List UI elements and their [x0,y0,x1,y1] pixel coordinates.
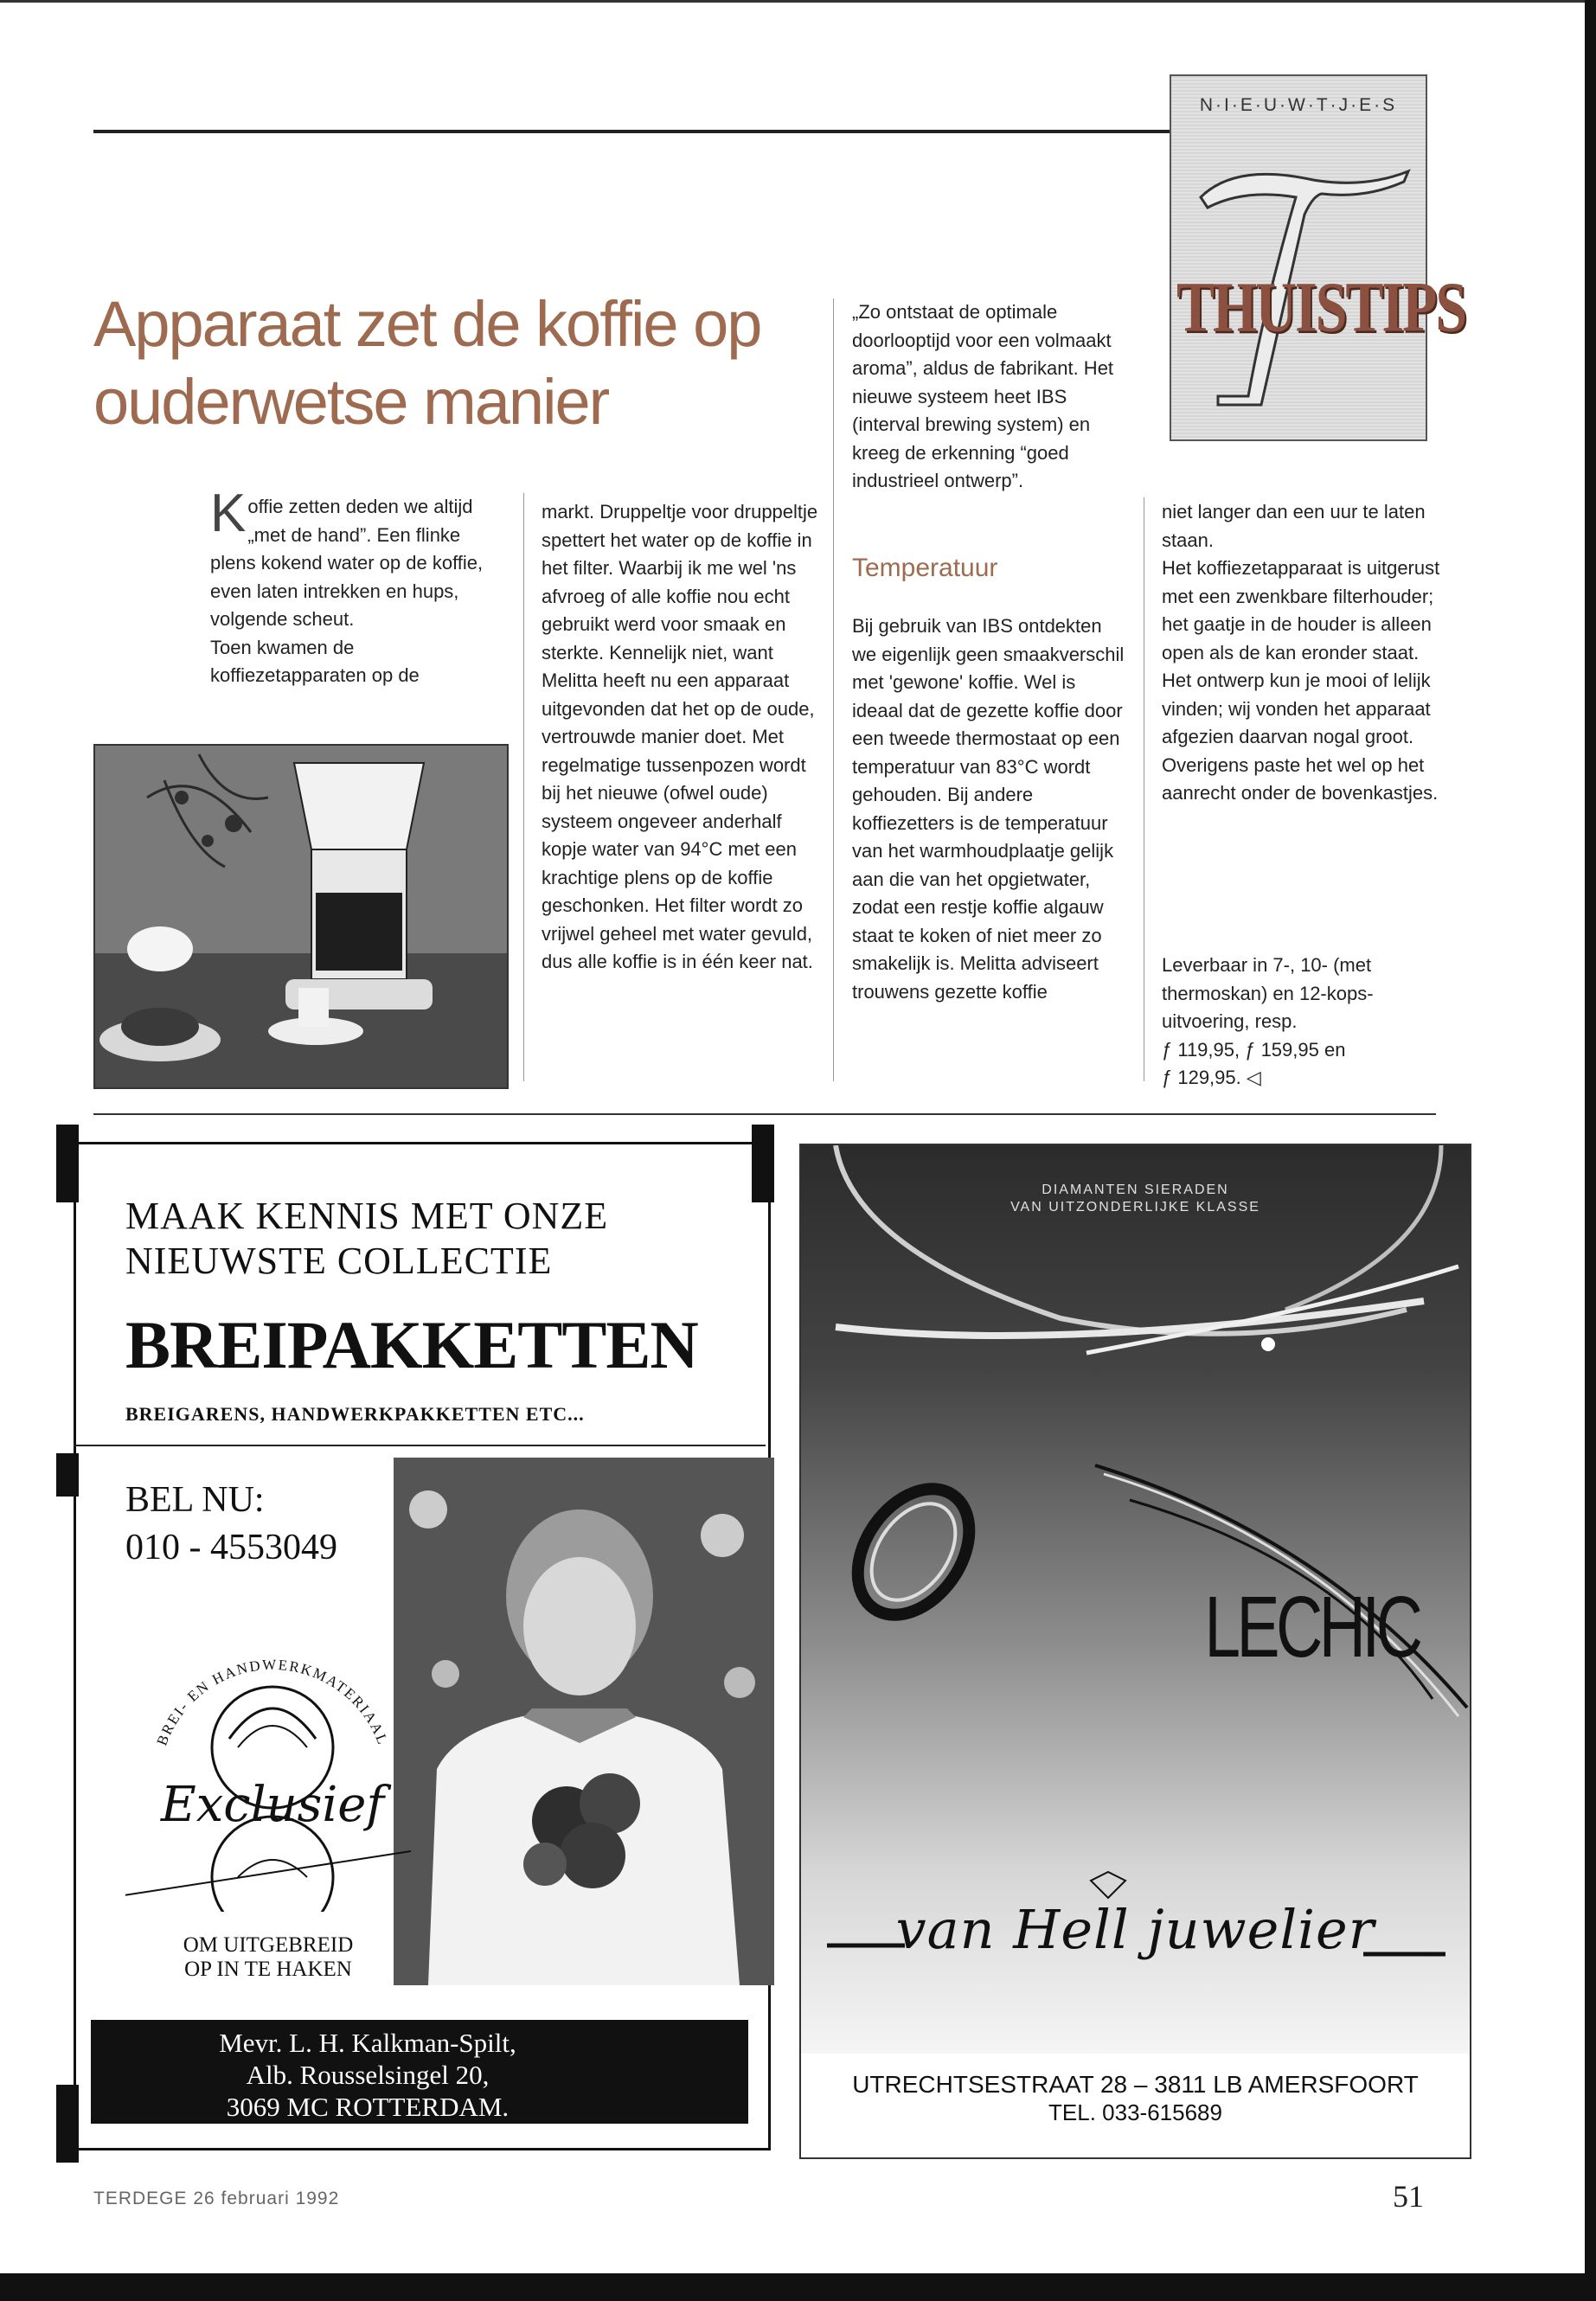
om-line-1: OM UITGEBREID [183,1933,354,1957]
corner-mark [56,2085,79,2163]
corner-mark [56,1453,79,1497]
exclusief-logo [125,1618,420,1912]
jewelry-tagline [801,1182,1470,1216]
jewelry-address: UTRECHTSESTRAAT 28 – 3811 LB AMERSFOORT [852,2071,1419,2098]
article-headline: Apparaat zet de koffie op ouderwetse manier [93,288,761,438]
article-column-2: markt. Druppeltje voor druppeltje spettert het water op de koffie in het filter. Waarbij ik me wel 'ns afvroeg of alle koffie nou echt gebruikt werd voor smaak en sterkte. Kennelijk niet, want Melitta heeft nu een apparaat uitgevonden dat het op de oude, vertrouwde manier doet. Met regelmatige tussenpozen wordt bij het nieuwe (ofwel oude) systeem ongeveer anderhalf kopje water van 94°C met een krachtige plens op de koffie geschonken. Het filter wordt zo vrijwel geheel met water gevuld, dus alle koffie is in één keer nat. [542,501,818,972]
logo-script: Exclusief [160,1777,385,1833]
ad-title: BREIPAKKETTEN [125,1307,698,1382]
van-hell-logo [801,1863,1470,1984]
ad-intro [125,1194,608,1284]
subheading-temperatuur: Temperatuur [852,554,998,582]
address-line-1: Mevr. L. H. Kalkman-Spilt, [219,2028,516,2058]
badge-label: N·I·E·U·W·T·J·E·S [1199,95,1398,115]
article-column-3-bottom: Bij gebruik van IBS ontdekten we eigenlijk geen smaakverschil met 'gewone' koffie. Wel is ideaal dat de gezette koffie door een tweede thermostaat op een temperatuur van 83°C wordt gehouden. Bij andere koffiezetters is de temperatuur van het warmhoudplaatje gelijk aan die van het opgietwater, zodat een restje koffie algauw staat te koken of niet meer zo smakelijk is. Melitta adviseert trouwens gezette koffie [852,615,1125,1003]
logo-arc-text: BREI- EN HANDWERKMATERIAAL [153,1656,392,1748]
corner-mark [752,1125,774,1202]
column-divider [833,298,834,1081]
van-hell-script: van Hell juwelier [895,1898,1375,1961]
column-1-text: offie zetten deden we altijd „met de hand”. Een flinke plens kokend water op de koffie, even laten intrekken en hups, volgende scheut. Toen kwamen de koffiezetapparaten op de [210,496,484,686]
address-line-2: Alb. Rousselsingel 20, [246,2060,490,2090]
ad-divider [74,1445,766,1446]
article-column-4-top: niet langer dan een uur te laten staan. Het koffiezetapparaat is uitgerust met een zwenkbare filterhouder; het gaatje in de houder is alleen open als de kan eronder staat. Het ontwerp kun je mooi of lelijk vinden; wij vonden het apparaat afgezien daarvan nogal groot. Overigens paste het wel op het aanrecht onder de bovenkastjes. [1162,501,1440,804]
coffee-machine-photo [93,744,509,1089]
badge-word: THUISTIPS [1176,267,1466,347]
tagline-1: DIAMANTEN SIERADEN [1042,1183,1229,1197]
lechic-logo: LECHIC [1204,1579,1420,1676]
scan-edge-bottom [0,2273,1596,2301]
page-number: 51 [1393,2179,1424,2214]
ad-phone: 010 - 4553049 [125,1528,337,1567]
corner-mark [56,1125,79,1202]
jewelry-phone: TEL. 033-615689 [1048,2099,1222,2125]
address-line-3: 3069 MC ROTTERDAM. [226,2092,510,2122]
scan-edge-right [1585,0,1596,2301]
article-column-3-top: „Zo ontstaat de optimale doorlooptijd voor een volmaakt aroma”, aldus de fabrikant. Het nieuwe systeem heet IBS (interval brewing system) en kreeg de erkenning “goed industrieel ontwerp”. [852,301,1114,491]
jewelry-ad [799,1144,1471,2159]
ad-call-label: BEL NU: [125,1480,265,1520]
drop-cap: K [210,484,247,543]
scan-edge-top [0,0,1596,3]
ad-subtitle: BREIGARENS, HANDWERKPAKKETTEN ETC... [125,1403,585,1425]
om-line-2: OP IN TE HAKEN [184,1958,352,1981]
svg-text:BREI- EN HANDWERKMATERIAAL [153,1657,391,1748]
section-rule [93,1113,1436,1115]
article-column-4-bottom: Leverbaar in 7-, 10- (met thermoskan) en 12-kops-uitvoering, resp. ƒ 119,95, ƒ 159,95 en ƒ 129,95. ◁ [1162,954,1374,1088]
breipakketten-ad [56,1125,774,2163]
article-column-1 [210,484,504,690]
ad-intro-line-2: NIEUWSTE COLLECTIE [125,1240,553,1282]
column-divider [523,493,524,1081]
nieuwtjes-badge [1170,74,1466,441]
ad-om-text [125,1933,411,1982]
ad-address-block [91,2020,748,2124]
child-sweater-photo [394,1458,774,1985]
footer-issue: TERDEGE 26 februari 1992 [93,2189,340,2208]
tagline-2: VAN UITZONDERLIJKE KLASSE [1010,1200,1260,1215]
ad-intro-line-1: MAAK KENNIS MET ONZE [125,1195,609,1237]
